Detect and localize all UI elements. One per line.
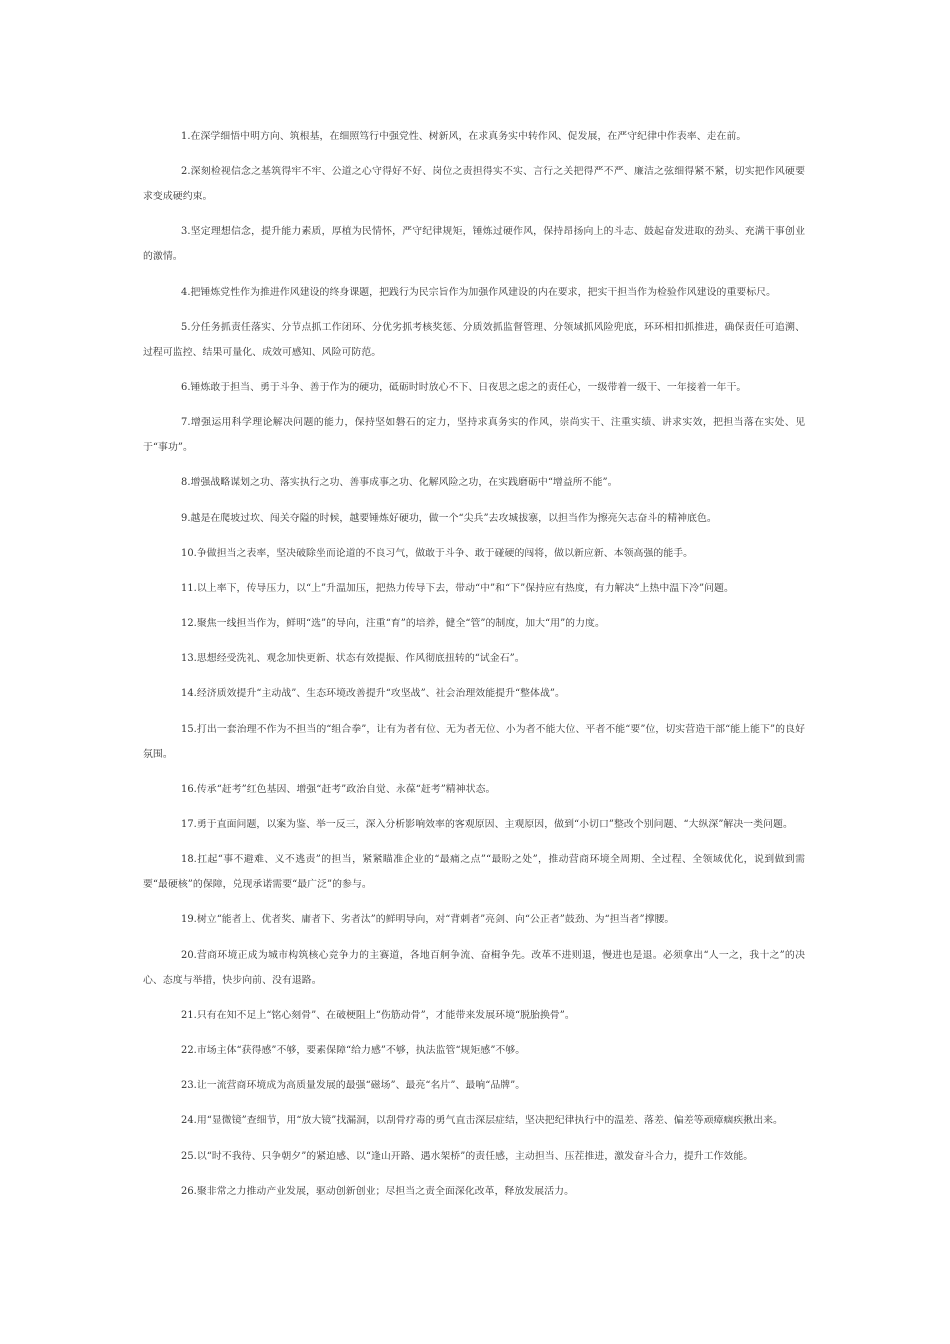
paragraph-24: 24.用“显微镜”查细节，用“放大镜”找漏洞，以刮骨疗毒的勇气直击深层症结，坚决把纪律执行中的温差、落差、偏差等顽瘴痼疾揪出来。 (181, 1115, 783, 1127)
paragraph-22: 22.市场主体“获得感”不够，要素保障“给力感”不够，执法监管“规矩感”不够。 (181, 1044, 526, 1056)
paragraph-7: 7.增强运用科学理论解决问题的能力，保持坚如磐石的定力，坚持求真务实的作风，崇尚实干、注重实绩、讲求实效，把担当落在实处、见于“事功”。 (143, 417, 805, 454)
paragraph-17: 17.勇于直面问题，以案为鉴、举一反三，深入分析影响效率的客观原因、主观原因，做到“小切口”整改个别问题、“大纵深”解决一类问题。 (181, 819, 793, 830)
paragraph-11: 11.以上率下，传导压力，以“上”升温加压，把热力传导下去，带动“中”和“下”保持应有热度，有力解决“上热中温下冷”问题。 (181, 582, 734, 594)
paragraph-18: 18.扛起“事不避难、义不逃责”的担当，紧紧瞄准企业的“最痛之点”“最盼之处”，推动营商环境全周期、全过程、全领域优化，说到做到需要“最硬核”的保障，兑现承诺需要“最广泛”的参与。 (143, 854, 805, 891)
paragraph-13: 13.思想经受洗礼、观念加快更新、状态有效提振、作风彻底扭转的“试金石”。 (181, 653, 525, 665)
paragraph-6: 6.锤炼敢于担当、勇于斗争、善于作为的硬功，砥砺时时放心不下、日夜思之虑之的责任心，一级带着一级干、一年接着一年干。 (181, 381, 747, 393)
paragraph-1: 1.在深学细悟中明方向、筑根基，在细照笃行中强党性、树新风，在求真务实中转作风、促发展，在严守纪律中作表率、走在前。 (181, 131, 747, 142)
paragraph-21: 21.只有在知不足上“铭心刻骨”、在破梗阻上“伤筋动骨”，才能带来发展环境“脱胎换骨”。 (181, 1009, 575, 1021)
paragraph-8: 8.增强战略谋划之功、落实执行之功、善事成事之功、化解风险之功，在实践磨砺中“增益所不能”。 (181, 477, 618, 489)
paragraph-26: 26.聚非常之力推动产业发展，驱动创新创业；尽担当之责全面深化改革，释放发展活力。 (181, 1185, 575, 1197)
paragraph-19: 19.树立“能者上、优者奖、庸者下、劣者汰”的鲜明导向，对“背刺者”亮剑、向“公正者”鼓劲、为“担当者”撑腰。 (181, 914, 675, 926)
paragraph-3: 3.坚定理想信念，提升能力素质，厚植为民情怀，严守纪律规矩，锤炼过硬作风，保持昂扬向上的斗志、鼓起奋发进取的劲头、充满干事创业的激情。 (143, 226, 805, 263)
paragraph-25: 25.以“时不我待、只争朝夕”的紧迫感、以“逢山开路、遇水架桥”的责任感，主动担当、压茬推进，激发奋斗合力，提升工作效能。 (181, 1150, 754, 1162)
paragraph-16: 16.传承“赶考”红色基因、增强“赶考”政治自觉、永葆“赶考”精神状态。 (181, 783, 496, 795)
paragraph-10: 10.争做担当之表率，坚决破除坐而论道的不良习气，做敢于斗争、敢于碰硬的闯将，做以新应新、本领高强的能手。 (181, 547, 694, 559)
paragraph-14: 14.经济质效提升“主动战”、生态环境改善提升“攻坚战”、社会治理效能提升“整体战”。 (181, 688, 565, 700)
paragraph-15: 15.打出一套治理不作为不担当的“组合拳”，让有为者有位、无为者无位、小为者不能大位、平者不能“要”位，切实营造干部“能上能下”的良好氛围。 (143, 723, 805, 760)
paragraph-2: 2.深刻检视信念之基筑得牢不牢、公道之心守得好不好、岗位之责担得实不实、言行之关把得严不严、廉洁之弦细得紧不紧，切实把作风硬要求变成硬约束。 (143, 166, 805, 203)
paragraph-9: 9.越是在爬坡过坎、闯关夺隘的时候，越要锤炼好硬功，做一个“尖兵”去攻城拔寨，以担当作为擦亮矢志奋斗的精神底色。 (181, 512, 717, 524)
paragraph-23: 23.让一流营商环境成为高质量发展的最强“磁场”、最亮“名片”、最响“品牌”。 (181, 1080, 526, 1092)
paragraph-20: 20.营商环境正成为城市构筑核心竞争力的主赛道，各地百舸争流、奋楫争先。改革不进则退，慢进也是退。必须拿出“人一之，我十之”的决心、态度与举措，快步向前、没有退路。 (143, 949, 805, 986)
paragraph-4: 4.把锤炼党性作为推进作风建设的终身课题，把践行为民宗旨作为加强作风建设的内在要求，把实干担当作为检验作风建设的重要标尺。 (181, 286, 777, 298)
paragraph-12: 12.聚焦一线担当作为，鲜明“选”的导向，注重“育”的培养，健全“管”的制度，加大“用”的力度。 (181, 618, 605, 630)
document-body (143, 124, 805, 1214)
paragraph-5: 5.分任务抓责任落实、分节点抓工作闭环、分优劣抓考核奖惩、分质效抓监督管理、分领域抓风险兜底，环环相扣抓推进，确保责任可追溯、过程可监控、结果可量化、成效可感知、风险可防范。 (143, 321, 805, 358)
